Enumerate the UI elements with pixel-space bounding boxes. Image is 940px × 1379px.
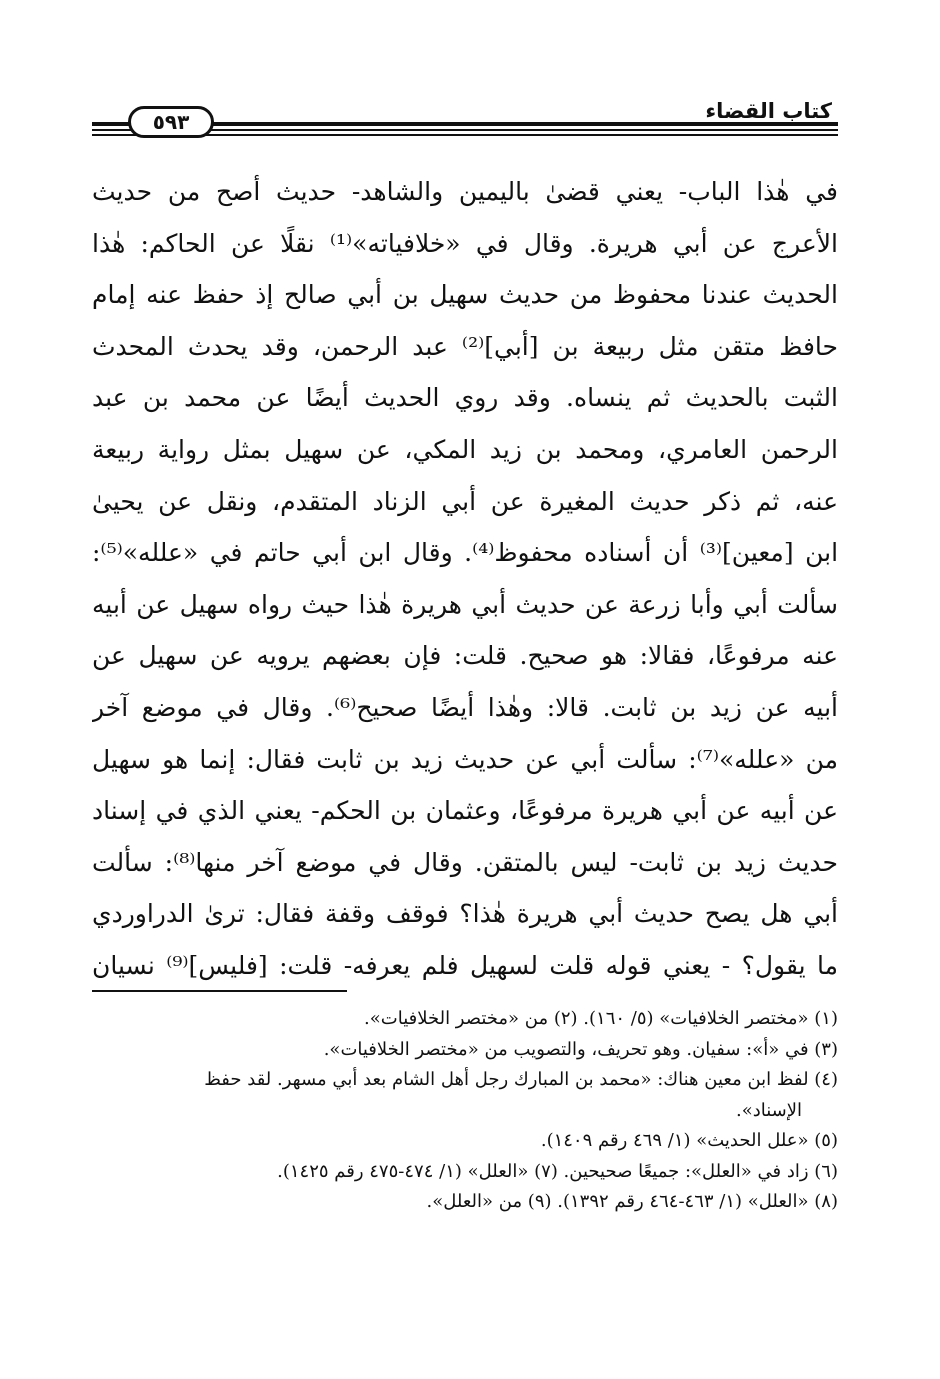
running-header — [92, 96, 838, 144]
text-line: عن أبيه عن أبي هريرة مرفوعًا، وعثمان بن الحكم- يعني الذي في إسناد — [92, 796, 838, 826]
footnote: (١) «مختصر الخلافيات» (٥/ ١٦٠). (٢) من «مختصر الخلافيات». — [364, 1008, 838, 1029]
book-title: كتاب القضاء — [705, 99, 832, 123]
text-line: حديث زيد بن ثابت- ليس بالمتقن. وقال في موضع آخر منها⁽⁸⁾: سألت — [92, 847, 838, 877]
text-line: أبي هل يصح حديث أبي هريرة هٰذا؟ فوقف وقفة فقال: ترىٰ الدراوردي — [92, 899, 838, 929]
text-line: الأعرج عن أبي هريرة. وقال في «خلافياته»⁽¹⁾ نقلًا عن الحاكم: هٰذا — [92, 228, 838, 258]
text-line: عنه، ثم ذكر حديث المغيرة عن أبي الزناد المتقدم، ونقل عن يحيىٰ — [92, 486, 838, 516]
footnote: (٥) «علل الحديث» (١/ ٤٦٩ رقم ١٤٠٩). — [540, 1130, 838, 1151]
text-line: سألت أبي وأبا زرعة عن حديث أبي هريرة هٰذا حيث رواه سهيل عن أبيه — [92, 589, 838, 619]
footnote: (٦) زاد في «العلل»: جميعًا صحيحين. (٧) «العلل» (١/ ٤٧٤-٤٧٥ رقم ١٤٢٥). — [277, 1160, 838, 1182]
main-text — [92, 166, 838, 992]
text-line: أبيه عن زيد بن ثابت. قالا: وهٰذا أيضًا صحيح⁽⁶⁾. وقال في موضع آخر — [92, 692, 838, 722]
footnote-continuation: الإسناد». — [735, 1099, 802, 1121]
page-number: ٥٩٣ — [128, 106, 214, 138]
text-line: من «علله»⁽⁷⁾: سألت أبي عن حديث زيد بن ثابت فقال: إنما هو سهيل — [92, 744, 838, 774]
footnotes — [92, 1004, 838, 1218]
text-line: الرحمن العامري، ومحمد بن زيد المكي، عن سهيل بمثل رواية ربيعة — [92, 434, 838, 464]
footnote-separator — [92, 990, 347, 992]
text-line: حافظ متقن مثل ربيعة بن [أبي]⁽²⁾ عبد الرحمن، وقد يحدث المحدث — [92, 331, 838, 361]
text-line: ابن [معين]⁽³⁾ أن أسناده محفوظ⁽⁴⁾. وقال ابن أبي حاتم في «علله»⁽⁵⁾: — [92, 538, 838, 568]
text-line: ما يقول؟ - يعني قوله قلت لسهيل فلم يعرفه- قلت: [فليس]⁽⁹⁾ نسيان — [92, 950, 838, 980]
footnote: (٤) لفظ ابن معين هناك: «محمد بن المبارك رجل أهل الشام بعد أبي مسهر. لقد حفظ — [204, 1069, 838, 1090]
text-line: الحديث عندنا محفوظ من حديث سهيل بن أبي صالح إذ حفظ عنه إمام — [92, 280, 838, 310]
text-line: الثبت بالحديث ثم ينساه. وقد روي الحديث أيضًا عن محمد بن عبد — [92, 383, 838, 413]
footnote: (٣) في «أ»: سفيان. وهو تحريف، والتصويب من «مختصر الخلافيات». — [323, 1038, 838, 1060]
text-line: عنه مرفوعًا، فقالا: هو صحيح. قلت: فإن بعضهم يرويه عن سهيل عن — [92, 641, 838, 671]
footnote: (٨) «العلل» (١/ ٤٦٣-٤٦٤ رقم ١٣٩٢). (٩) من «العلل». — [426, 1191, 838, 1212]
text-line: في هٰذا الباب- يعني قضىٰ باليمين والشاهد- حديث أصح من حديث — [92, 177, 838, 206]
